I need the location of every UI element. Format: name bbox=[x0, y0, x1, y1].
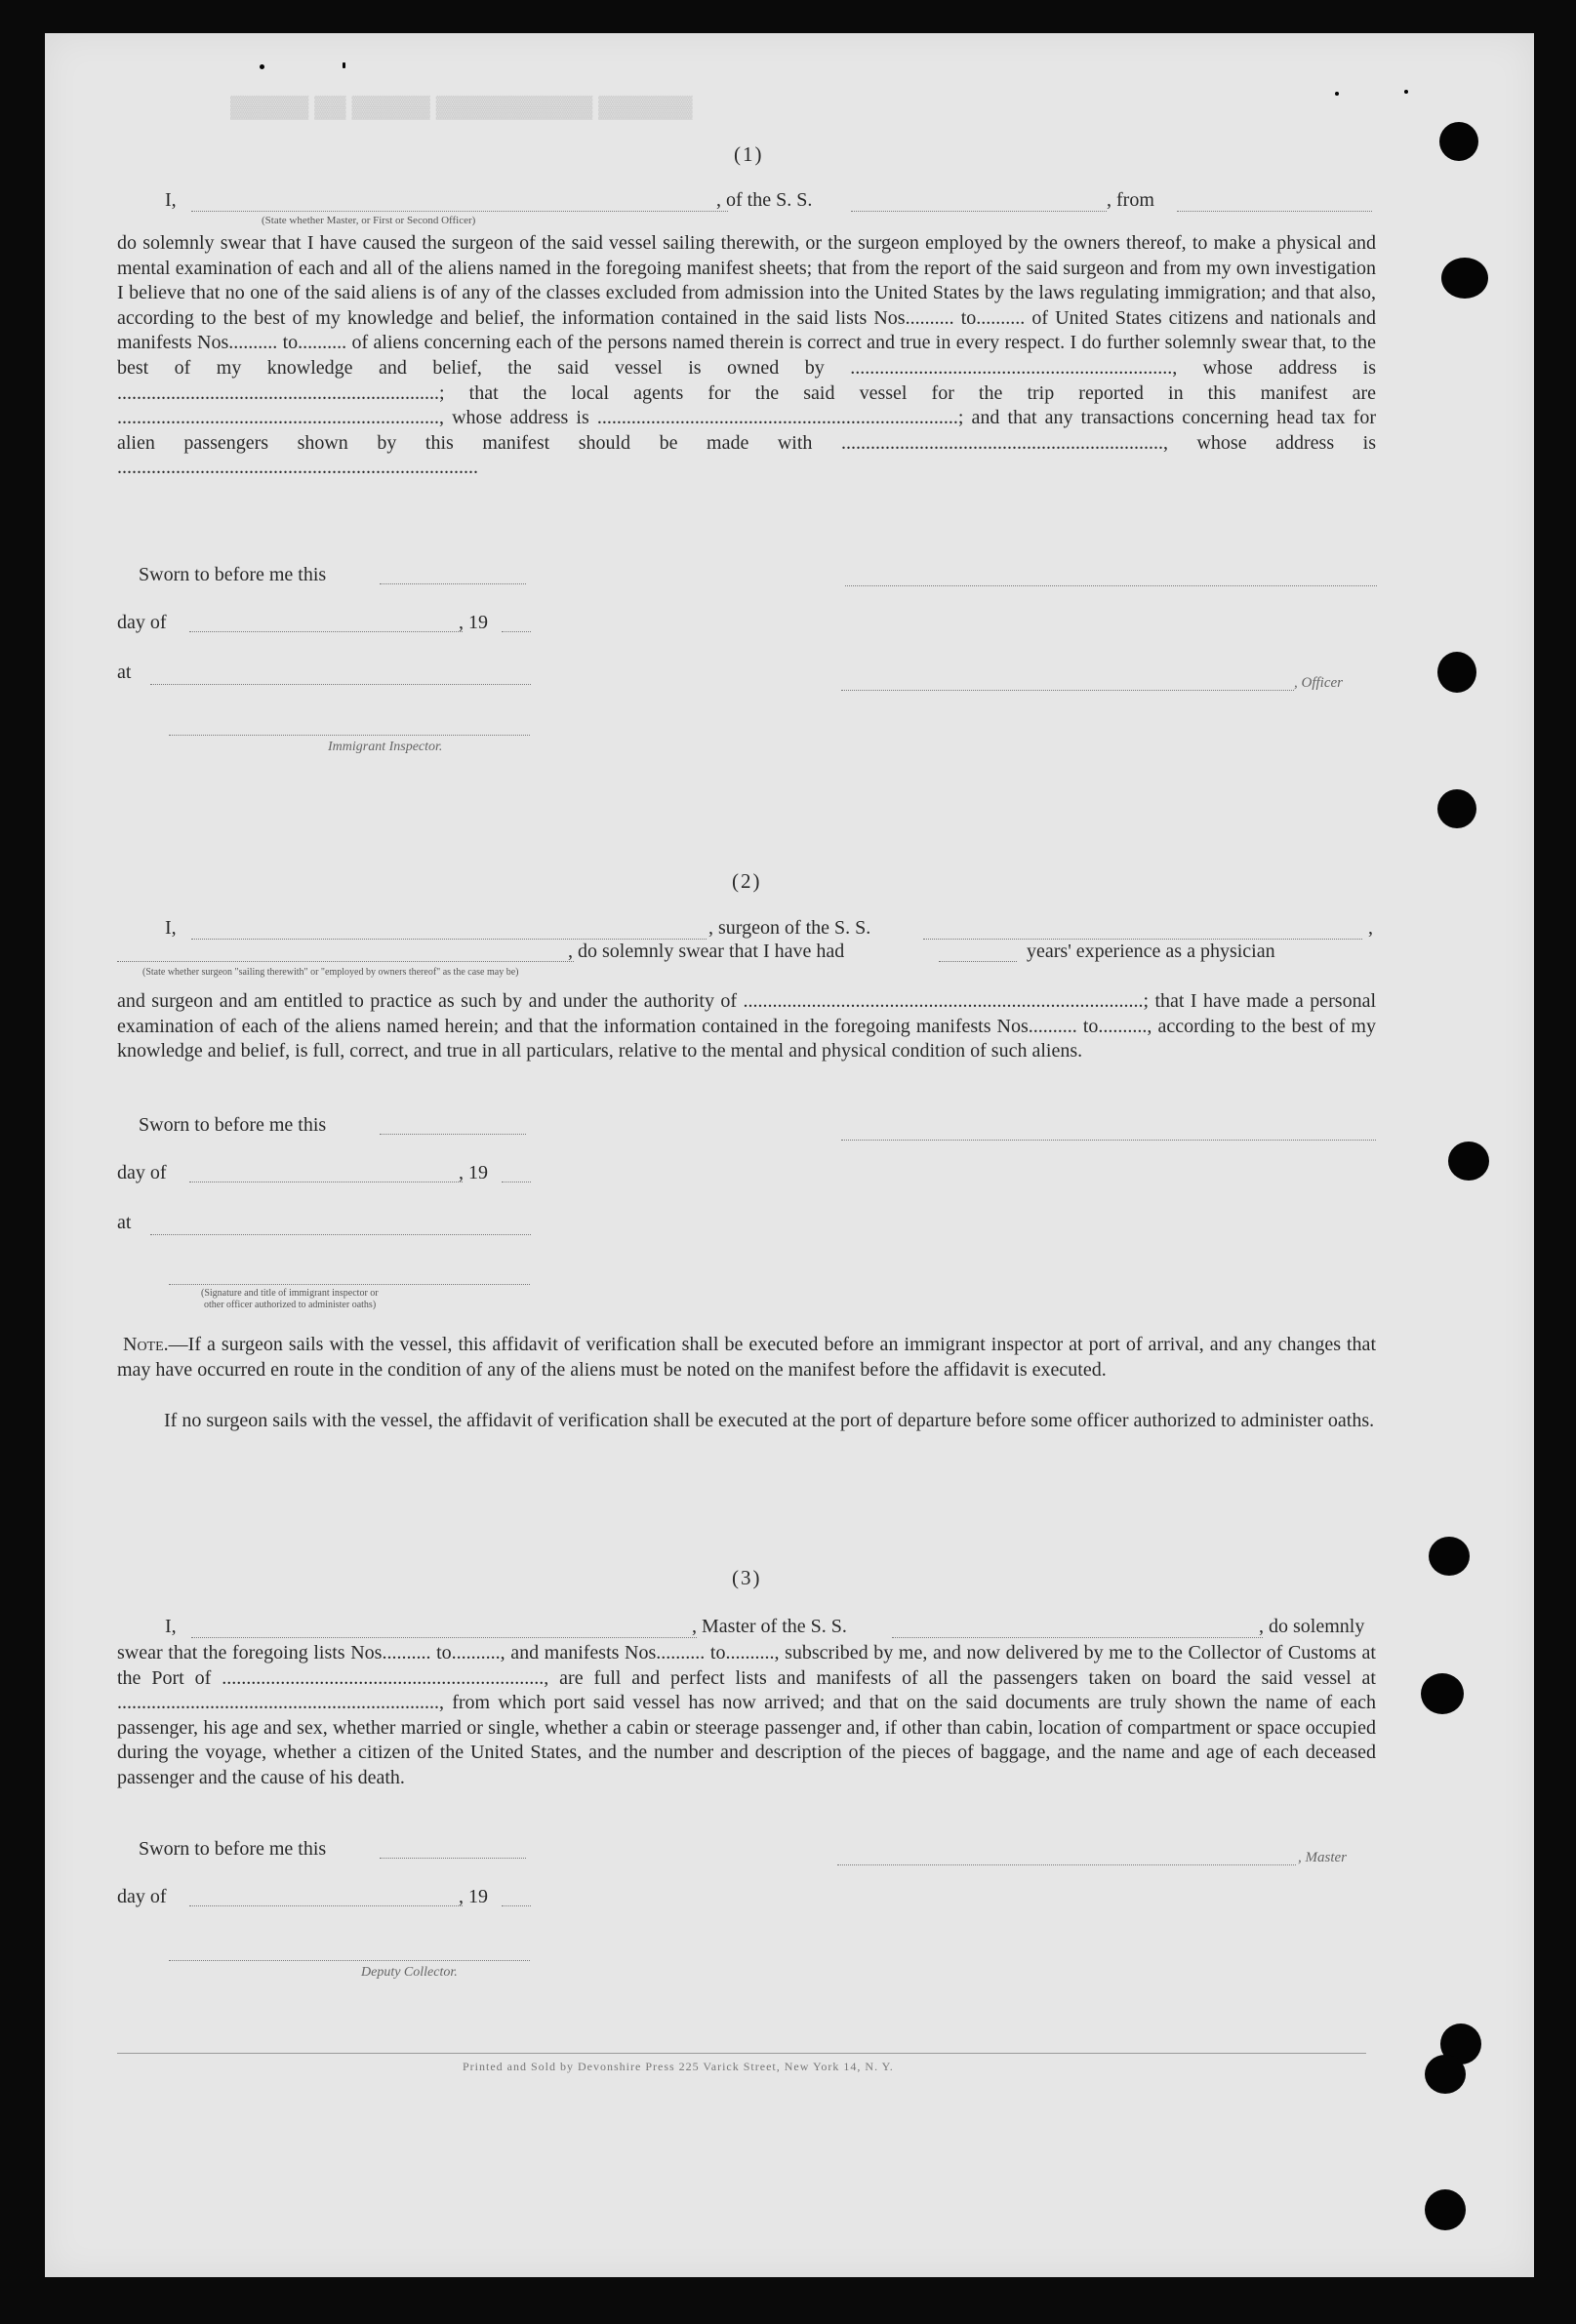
year-blank-3[interactable] bbox=[502, 1905, 531, 1906]
master-vessel-blank[interactable] bbox=[892, 1637, 1263, 1638]
note-paragraph bbox=[117, 1333, 1376, 1382]
officer-title-label: , Officer bbox=[1294, 675, 1343, 691]
at-label-2: at bbox=[117, 1212, 132, 1233]
footer-rule bbox=[117, 2053, 1366, 2054]
deputy-collector-label: Deputy Collector. bbox=[361, 1965, 458, 1980]
surgeon-vessel-blank[interactable] bbox=[923, 939, 1362, 940]
years-experience-label: years' experience as a physician bbox=[1027, 941, 1275, 962]
master-title-label: , Master bbox=[1298, 1850, 1347, 1865]
binder-hole bbox=[1421, 1673, 1464, 1714]
day-of-label-2: day of bbox=[117, 1162, 167, 1183]
signature-note-line-1: (Signature and title of immigrant inspector or bbox=[201, 1288, 379, 1299]
note-label: Note. bbox=[123, 1334, 169, 1355]
sworn-label-3: Sworn to before me this bbox=[139, 1838, 327, 1860]
bleed-through-mark: ▓▓▓▓▓ ▓▓ ▓▓▓▓▓ ▓▓▓▓▓▓▓▓▓▓ ▓▓▓▓▓▓ bbox=[230, 94, 693, 118]
month-blank-1[interactable] bbox=[189, 631, 463, 632]
place-blank-1[interactable] bbox=[150, 684, 531, 685]
immigrant-inspector-label: Immigrant Inspector. bbox=[328, 740, 443, 754]
speck bbox=[1404, 90, 1408, 94]
section-2-number: (2) bbox=[732, 869, 762, 893]
officer-name-blank[interactable] bbox=[191, 211, 728, 212]
binder-hole bbox=[1437, 789, 1476, 828]
section-1-number: (1) bbox=[734, 142, 764, 166]
years-blank[interactable] bbox=[939, 961, 1017, 962]
do-solemnly-label: , do solemnly bbox=[1259, 1616, 1365, 1637]
binder-hole bbox=[1425, 2189, 1466, 2230]
place-blank-2[interactable] bbox=[150, 1234, 531, 1235]
binder-hole bbox=[1425, 2055, 1466, 2094]
day-of-label-3: day of bbox=[117, 1886, 167, 1907]
binder-hole bbox=[1429, 1537, 1470, 1576]
comma-mark: , bbox=[1368, 917, 1373, 939]
signature-note-line-2: other officer authorized to administer oaths) bbox=[204, 1300, 377, 1310]
surgeon-swear-label: , do solemnly swear that I have had bbox=[568, 941, 845, 962]
surgeon-signature-line[interactable] bbox=[841, 1140, 1376, 1141]
speck bbox=[260, 64, 264, 69]
officer-signature-line-top[interactable] bbox=[845, 585, 1377, 586]
section-3-oath-text: swear that the foregoing lists Nos.......... to.........., and manifests Nos.......... to.........., subscribed by me, and now delivered by me to the Collector of Customs at the Port of .................................................................., are full and perfect lists and manifests of all the passengers taken on board the said vessel at .................................................................., from which port said vessel has now arrived; and that on the said documents are truly shown the name of each passenger, his age and sex, whether married or single, whether a cabin or steerage passenger and, if other than cabin, location of compartment or space occupied during the voyage, whether a citizen of the United States, and the number and description of the pieces of baggage, and the name and age of each deceased passenger and the cause of his death. bbox=[117, 1642, 1376, 1788]
binder-hole bbox=[1448, 1142, 1489, 1181]
manifest-affidavit-page bbox=[45, 33, 1534, 2277]
vessel-name-blank[interactable] bbox=[851, 211, 1107, 212]
section-1-lead: I, bbox=[165, 189, 177, 211]
year-blank-1[interactable] bbox=[502, 631, 531, 632]
master-signature-line[interactable] bbox=[837, 1864, 1296, 1865]
from-port-blank[interactable] bbox=[1177, 211, 1372, 212]
binder-hole bbox=[1439, 122, 1478, 161]
sworn-day-blank-1[interactable] bbox=[380, 583, 526, 584]
note-paragraph-2: If no surgeon sails with the vessel, the affidavit of verification shall be executed at the port of departure before some officer authorized to administer oaths. bbox=[164, 1410, 1375, 1431]
of-the-ss-label: , of the S. S. bbox=[716, 189, 813, 211]
day-of-label-1: day of bbox=[117, 612, 167, 633]
year-label-3: , 19 bbox=[459, 1886, 488, 1907]
year-label-2: , 19 bbox=[459, 1162, 488, 1183]
from-label: , from bbox=[1107, 189, 1154, 211]
speck bbox=[343, 62, 345, 68]
master-of-ss-label: , Master of the S. S. bbox=[692, 1616, 847, 1637]
sworn-day-blank-3[interactable] bbox=[380, 1858, 526, 1859]
administering-officer-line[interactable] bbox=[169, 1284, 530, 1285]
binder-hole bbox=[1437, 652, 1476, 693]
deputy-collector-line[interactable] bbox=[169, 1960, 530, 1961]
surgeon-status-note: (State whether surgeon "sailing therewith" or "employed by owners thereof" as the case may be) bbox=[142, 967, 519, 978]
binder-hole bbox=[1441, 258, 1488, 299]
officer-rank-note: (State whether Master, or First or Second Officer) bbox=[262, 215, 476, 226]
year-label-1: , 19 bbox=[459, 612, 488, 633]
surgeon-of-ss-label: , surgeon of the S. S. bbox=[708, 917, 871, 939]
sworn-label-1: Sworn to before me this bbox=[139, 564, 327, 585]
officer-signature-line[interactable] bbox=[841, 690, 1294, 691]
sworn-label-2: Sworn to before me this bbox=[139, 1114, 327, 1136]
section-2-lead: I, bbox=[165, 917, 177, 939]
printer-imprint: Printed and Sold by Devonshire Press 225 Varick Street, New York 14, N. Y. bbox=[463, 2060, 894, 2073]
at-label-1: at bbox=[117, 661, 132, 683]
note-text: —If a surgeon sails with the vessel, this affidavit of verification shall be executed before an immigrant inspector at port of arrival, and any changes that may have occurred en route in the condition of any of the aliens must be noted on the manifest before the affidavit is executed. bbox=[117, 1334, 1376, 1381]
section-3-lead: I, bbox=[165, 1616, 177, 1637]
section-1-oath-text: do solemnly swear that I have caused the surgeon of the said vessel sailing therewith, or the surgeon employed by the owners thereof, to make a physical and mental examination of each and all of the aliens named in the foregoing manifest sheets; that from the report of the said surgeon and from my own investigation I believe that no one of the said aliens is of any of the classes excluded from admission into the United States by the laws regulating immigration; and that also, according to the best of my knowledge and belief, the information contained in the said lists Nos.......... to.......... of United States citizens and nationals and manifests Nos.......... to.......... of aliens concerning each of the persons named therein is correct and true in every respect. I do further solemnly swear that, to the best of my knowledge and belief, the said vessel is owned by .................................................................., whose address is ..................................................................; that the local agents for the said vessel for the trip reported in this manifest are .................................................................., whose address is ..........................................................................; and that any transactions concerning head tax for alien passengers shown by this manifest should be made with .................................................................., whose address is .......................................................................... bbox=[117, 232, 1376, 479]
month-blank-3[interactable] bbox=[189, 1905, 463, 1906]
section-3-number: (3) bbox=[732, 1566, 762, 1589]
surgeon-status-blank[interactable] bbox=[117, 961, 574, 962]
sworn-day-blank-2[interactable] bbox=[380, 1134, 526, 1135]
inspector-signature-line[interactable] bbox=[169, 735, 530, 736]
surgeon-name-blank[interactable] bbox=[191, 939, 707, 940]
master-name-blank[interactable] bbox=[191, 1637, 697, 1638]
speck bbox=[1335, 92, 1339, 96]
section-2-oath-text: and surgeon and am entitled to practice as such by and under the authority of ..................................................................................; that I have made a personal examination of each of the aliens named herein; and that the information contained in the foregoing manifests Nos.......... to.........., according to the best of my knowledge and belief, is full, correct, and true in all particulars, relative to the mental and physical condition of such aliens. bbox=[117, 990, 1376, 1062]
